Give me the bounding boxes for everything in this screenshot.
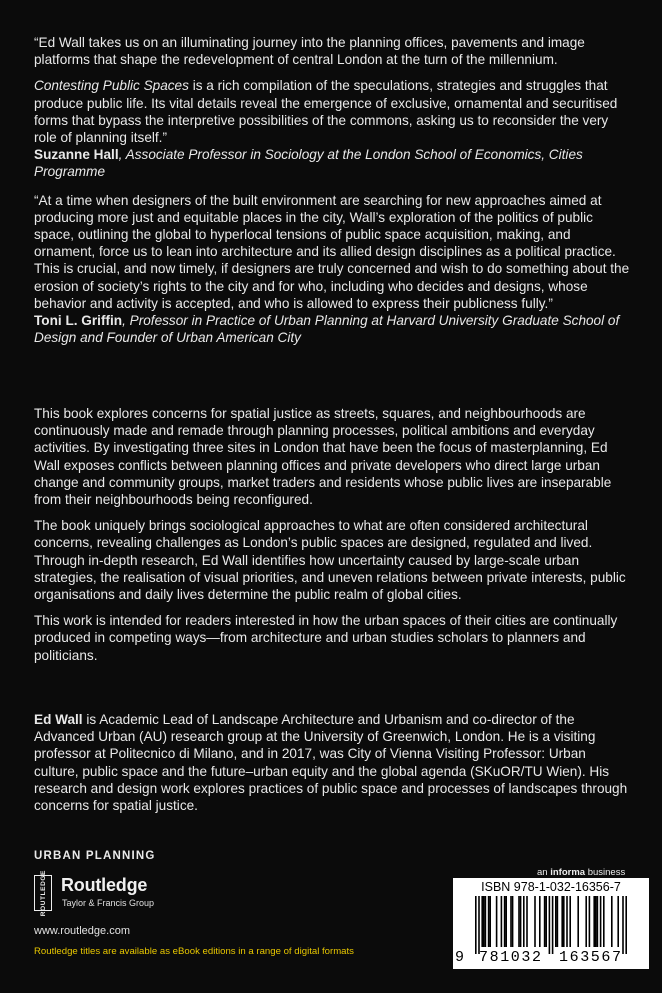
barcode-bar (523, 896, 525, 947)
publisher-name: Routledge (61, 875, 148, 895)
barcode-bar (518, 896, 520, 947)
isbn-label: ISBN 978-1-032-16356-7 (481, 880, 621, 894)
endorser-name: Toni L. Griffin (34, 313, 123, 329)
barcode-bar (539, 896, 541, 947)
author-bio-text (34, 711, 630, 814)
barcode-bar (563, 896, 565, 947)
barcode-bar (534, 896, 536, 947)
barcode-bar (622, 896, 624, 954)
barcode-bar (526, 896, 528, 947)
endorsement-1-paragraph-2 (34, 77, 630, 146)
barcode-bar (557, 896, 559, 947)
barcode-bar (504, 896, 506, 947)
endorser-name: Suzanne Hall (34, 147, 119, 163)
description-paragraph: This work is intended for readers interested in how the urban spaces of their cities are continually produced in competing ways—from architecture and urban studies scholars to planners and politicians. (34, 613, 618, 663)
isbn-barcode-box (453, 878, 649, 969)
barcode-bar (561, 896, 563, 947)
barcode-bar (520, 896, 522, 947)
barcode-bar (510, 896, 512, 947)
barcode-left-group: 781032 (479, 949, 543, 966)
endorsement-1-attribution (34, 146, 630, 180)
publisher-group: Taylor & Francis Group (62, 898, 155, 908)
barcode-first-digit: 9 (455, 949, 465, 966)
barcode-bar (475, 896, 477, 954)
barcode-bar (549, 896, 551, 954)
endorser-affiliation: , Associate Professor in Sociology at the London School of Economics, Cities Programme (34, 147, 583, 180)
barcode-bar (603, 896, 605, 947)
barcode-bar (489, 896, 491, 947)
barcode-bar (625, 896, 627, 954)
book-title: Contesting Public Spaces (34, 78, 189, 94)
endorsement-2-attribution (34, 312, 630, 346)
description-paragraph: This book explores concerns for spatial justice as streets, squares, and neighbourhoods are continuously made and remade through planning processes, political ambitions and everyday activities. By investigating three sites in London that have been the focus of masterplanning, Ed Wall exposes conflicts between planning offices and private developers who direct large urban change and community groups, market traders and residents whose public lives are inseparable from their neighbourhoods being reconfigured. (34, 406, 612, 508)
barcode-bar (478, 896, 480, 954)
informa-business (537, 867, 625, 878)
barcode-bar (483, 896, 485, 947)
publisher-website: www.routledge.com (34, 925, 130, 937)
publisher-logo (34, 869, 234, 917)
barcode-bar (501, 896, 503, 947)
description-paragraph: The book uniquely brings sociological approaches to what are often considered architectural concerns, revealing challenges as London’s public spaces are designed, regulated and lived. Through in-depth research, Ed Wall identifies how uncertainty caused by large-scale urban strategies, the realisation of visual priorities, and uneven relations between private interests, public organisations and daily lives determine the public realm of global cities. (34, 518, 626, 603)
barcode-bar (569, 896, 571, 947)
barcode-bar (485, 896, 487, 947)
barcode-bar (555, 896, 557, 947)
author-bio (34, 711, 630, 814)
barcode-bar (611, 896, 613, 947)
barcode-bar (597, 896, 599, 947)
endorsements (34, 34, 630, 346)
barcode-bar (577, 896, 579, 947)
endorsement-1-paragraph-1: “Ed Wall takes us on an illuminating journey into the planning offices, pavements and image platforms that shape the redevelopment of central London at the turn of the millennium. (34, 35, 585, 68)
endorsement-1-paragraph-2-text: is a rich compilation of the speculations, strategies and struggles that produce public life. Its vital details reveal the emergence of exclusive, ornamental and securitised forms that bypass the interpretive possibilities of the commons, asking us to reconsider the very role of planning itself.” (34, 78, 618, 146)
book-description (34, 405, 630, 664)
barcode-bar (589, 896, 591, 947)
barcode-bar (512, 896, 514, 947)
informa-brand: informa (550, 867, 586, 878)
author-bio-body: is Academic Lead of Landscape Architecture and Urbanism and co-director of the Advanced Urban (AU) research group at the University of Greenwich, London. He is a visiting professor at Politecnico di Milano, and in 2017, was City of Vienna Visiting Professor: Urban culture, public space and the future–urban equity and the global agenda (SKuOR/TU Wien). His research and design work explores practices of public space and processes of landscapes through concerns for spatial justice. (34, 712, 628, 814)
barcode-bar (593, 896, 595, 947)
barcode-bar (545, 896, 547, 947)
endorsement-1 (34, 34, 630, 181)
ebook-note: Routledge titles are available as eBook editions in a range of digital formats (34, 946, 354, 957)
barcode-bar (496, 896, 498, 947)
routledge-mark-icon (34, 869, 52, 917)
barcode-bar (595, 896, 597, 947)
barcode-bar (617, 896, 619, 947)
barcode-image (467, 896, 635, 954)
barcode-bar (566, 896, 568, 947)
barcode-bar (544, 896, 546, 947)
informa-prefix: an (537, 867, 551, 878)
barcode-bar (505, 896, 507, 947)
author-name: Ed Wall (34, 712, 83, 727)
barcode-bar (488, 896, 490, 947)
barcode-bar (552, 896, 554, 954)
barcode-bar (600, 896, 602, 947)
subject-category: URBAN PLANNING (34, 850, 156, 862)
informa-suffix: business (585, 867, 626, 878)
endorsement-2-text: “At a time when designers of the built environment are searching for new approaches aimed at producing more just and equitable places in the city, Wall’s exploration of the politics of public space, outlining the global to hyperlocal tensions of public space acquisition, making, and ornament, force us to lean into architecture and its allied design disciplines as a political practice. This is crucial, and now timely, if designers are truly concerned and wish to do something about the erosion of society’s rights to the city and for who, including who decides and designs, whose behavior and activity is accepted, and who is allowed to express their publicness fully.” (34, 192, 630, 311)
barcode-bar (585, 896, 587, 947)
endorsement-2 (34, 192, 630, 347)
barcode-bar (481, 896, 483, 947)
routledge-mark-text: ROUTLEDGE (39, 869, 47, 917)
barcode-right-group: 163567 (559, 949, 623, 966)
endorser-affiliation: , Professor in Practice of Urban Planning at Harvard University Graduate School of Design and Founder of Urban American City (34, 313, 620, 346)
